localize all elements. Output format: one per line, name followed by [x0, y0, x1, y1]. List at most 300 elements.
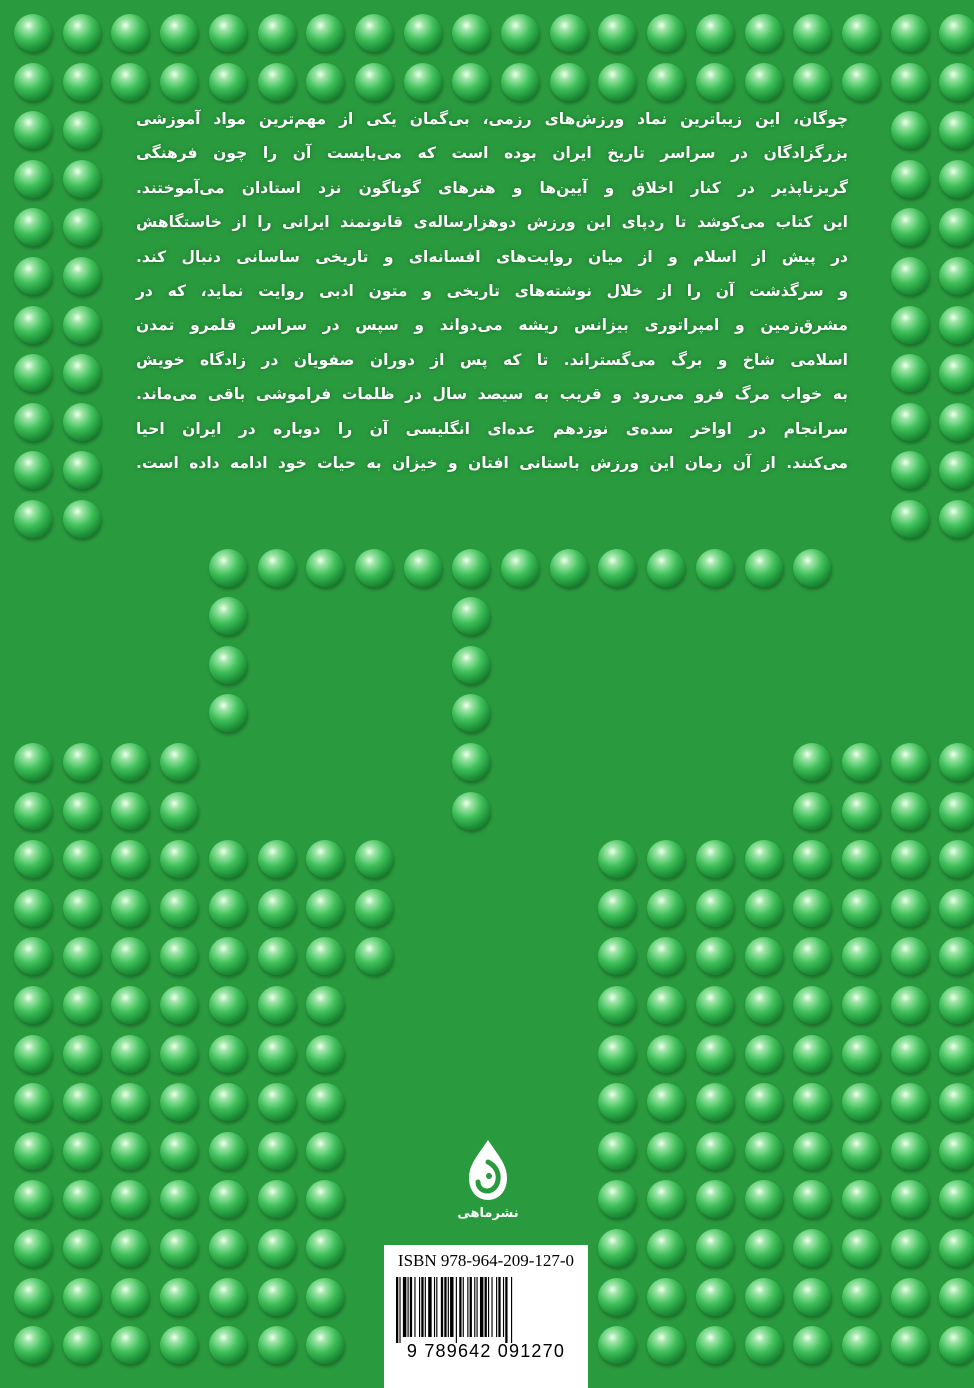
bead-dot	[258, 840, 296, 878]
bead-dot	[14, 160, 52, 198]
blurb-line: گریزناپذیر در کنار اخلاق و آیین‌ها و هنرهای گوناگون نزد استادان می‌آموختند.	[136, 178, 848, 197]
bead-dot	[745, 840, 783, 878]
barcode-bar	[477, 1277, 478, 1337]
bead-dot	[111, 1132, 149, 1170]
bead-dot	[14, 111, 52, 149]
bead-dot	[793, 937, 831, 975]
bead-dot	[842, 1035, 880, 1073]
barcode-bar	[505, 1277, 507, 1343]
bead-dot	[258, 1229, 296, 1267]
bead-dot	[160, 1035, 198, 1073]
bead-dot	[598, 889, 636, 927]
bead-dot	[598, 1132, 636, 1170]
bead-dot	[209, 1326, 247, 1364]
bead-dot	[111, 986, 149, 1024]
bead-dot	[891, 160, 929, 198]
bead-dot	[696, 63, 734, 101]
bead-dot	[14, 1278, 52, 1316]
bead-dot	[209, 14, 247, 52]
barcode-bar	[459, 1277, 461, 1337]
bead-dot	[63, 1180, 101, 1218]
bead-dot	[160, 937, 198, 975]
bead-dot	[891, 986, 929, 1024]
bead-dot	[696, 1326, 734, 1364]
bead-dot	[258, 1326, 296, 1364]
barcode-bar	[474, 1277, 475, 1337]
bead-dot	[63, 1278, 101, 1316]
bead-dot	[842, 889, 880, 927]
barcode-bar	[456, 1277, 457, 1343]
bead-dot	[63, 1132, 101, 1170]
barcode-bar	[434, 1277, 435, 1337]
bead-dot	[793, 1229, 831, 1267]
bead-dot	[891, 889, 929, 927]
bead-dot	[647, 1326, 685, 1364]
bead-dot	[939, 889, 974, 927]
bead-dot	[939, 111, 974, 149]
bead-dot	[209, 597, 247, 635]
bead-dot	[306, 1180, 344, 1218]
bead-dot	[939, 403, 974, 441]
bead-dot	[160, 1326, 198, 1364]
bead-dot	[939, 986, 974, 1024]
bead-dot	[258, 986, 296, 1024]
barcode-bar	[467, 1277, 468, 1337]
bead-dot	[891, 14, 929, 52]
bead-dot	[647, 937, 685, 975]
bead-dot	[745, 14, 783, 52]
bead-dot	[891, 743, 929, 781]
bead-dot	[14, 840, 52, 878]
bead-dot	[891, 792, 929, 830]
bead-dot	[598, 1180, 636, 1218]
bead-dot	[63, 403, 101, 441]
bead-dot	[14, 1326, 52, 1364]
bead-dot	[793, 1132, 831, 1170]
bead-dot	[598, 986, 636, 1024]
bead-dot	[404, 549, 442, 587]
bead-dot	[306, 937, 344, 975]
bead-dot	[14, 743, 52, 781]
bead-dot	[891, 208, 929, 246]
bead-dot	[696, 840, 734, 878]
bead-dot	[209, 1278, 247, 1316]
bead-dot	[14, 63, 52, 101]
bead-dot	[745, 1132, 783, 1170]
bead-dot	[306, 14, 344, 52]
bead-dot	[550, 14, 588, 52]
bead-dot	[891, 1278, 929, 1316]
bead-dot	[160, 986, 198, 1024]
bead-dot	[745, 1326, 783, 1364]
bead-dot	[306, 1083, 344, 1121]
bead-dot	[452, 549, 490, 587]
bead-dot	[160, 1180, 198, 1218]
barcode-bar	[503, 1277, 504, 1337]
bead-dot	[452, 63, 490, 101]
bead-dot	[647, 1229, 685, 1267]
bead-dot	[939, 257, 974, 295]
bead-dot	[647, 1132, 685, 1170]
bead-dot	[452, 14, 490, 52]
bead-dot	[355, 889, 393, 927]
barcode-bar	[421, 1277, 423, 1337]
bead-dot	[745, 937, 783, 975]
bead-dot	[696, 1132, 734, 1170]
barcode-bar	[396, 1277, 398, 1343]
bead-dot	[939, 208, 974, 246]
bead-dot	[63, 451, 101, 489]
barcode-bars	[394, 1277, 578, 1343]
bead-dot	[501, 63, 539, 101]
bead-dot	[452, 597, 490, 635]
bead-dot	[111, 1180, 149, 1218]
bead-dot	[793, 1278, 831, 1316]
bead-dot	[306, 889, 344, 927]
bead-dot	[160, 14, 198, 52]
bead-dot	[647, 549, 685, 587]
bead-dot	[842, 1083, 880, 1121]
bead-dot	[745, 889, 783, 927]
blurb-text	[136, 102, 848, 480]
barcode-bar	[444, 1277, 446, 1337]
barcode-bar	[480, 1277, 483, 1337]
bead-dot	[696, 1278, 734, 1316]
bead-dot	[63, 889, 101, 927]
bead-dot	[111, 1083, 149, 1121]
bead-dot	[891, 111, 929, 149]
bead-dot	[160, 840, 198, 878]
bead-dot	[14, 208, 52, 246]
bead-dot	[793, 792, 831, 830]
bead-dot	[111, 937, 149, 975]
bead-dot	[209, 986, 247, 1024]
bead-dot	[111, 1229, 149, 1267]
bead-dot	[404, 14, 442, 52]
bead-dot	[842, 792, 880, 830]
bead-dot	[745, 986, 783, 1024]
bead-dot	[63, 986, 101, 1024]
barcode-bar	[410, 1277, 412, 1337]
bead-dot	[63, 1083, 101, 1121]
bead-dot	[745, 549, 783, 587]
bead-dot	[63, 500, 101, 538]
bead-dot	[891, 1229, 929, 1267]
bead-dot	[696, 986, 734, 1024]
bead-dot	[598, 1278, 636, 1316]
bead-dot	[939, 743, 974, 781]
bead-dot	[111, 840, 149, 878]
bead-dot	[842, 1229, 880, 1267]
bead-dot	[14, 1035, 52, 1073]
bead-dot	[891, 451, 929, 489]
bead-dot	[793, 840, 831, 878]
bead-dot	[598, 1083, 636, 1121]
bead-dot	[209, 646, 247, 684]
bead-dot	[14, 14, 52, 52]
bead-dot	[793, 1035, 831, 1073]
bead-dot	[63, 840, 101, 878]
bead-dot	[550, 549, 588, 587]
bead-dot	[745, 1278, 783, 1316]
bead-dot	[160, 1229, 198, 1267]
barcode-bar	[441, 1277, 443, 1337]
bead-dot	[939, 63, 974, 101]
bead-dot	[14, 792, 52, 830]
blurb-line: به خواب مرگ فرو می‌رود و قریب به سیصد سال در ظلمات فراموشی باقی می‌ماند.	[136, 385, 848, 404]
isbn-text: ISBN 978-964-209-127-0	[397, 1251, 575, 1270]
bead-dot	[306, 1278, 344, 1316]
bead-dot	[355, 840, 393, 878]
bead-dot	[14, 986, 52, 1024]
bead-dot	[209, 889, 247, 927]
bead-dot	[598, 549, 636, 587]
bead-dot	[745, 63, 783, 101]
blurb-line: در پیش از اسلام و از میان روایت‌های افسانه‌ای و تاریخی ساسانی دنبال کند.	[136, 247, 848, 266]
barcode-bar	[485, 1277, 487, 1337]
bead-dot	[355, 14, 393, 52]
bead-dot	[209, 937, 247, 975]
bead-dot	[793, 1083, 831, 1121]
bead-dot	[793, 743, 831, 781]
bead-dot	[793, 63, 831, 101]
bead-dot	[891, 403, 929, 441]
bead-dot	[550, 63, 588, 101]
bead-dot	[14, 889, 52, 927]
barcode-bar	[463, 1277, 464, 1337]
bead-dot	[793, 1326, 831, 1364]
bead-dot	[306, 1326, 344, 1364]
barcode-bar	[408, 1277, 409, 1337]
bead-dot	[647, 1035, 685, 1073]
bead-dot	[63, 937, 101, 975]
bead-dot	[842, 937, 880, 975]
bead-dot	[306, 63, 344, 101]
bead-dot	[160, 1132, 198, 1170]
bead-dot	[598, 63, 636, 101]
bead-dot	[939, 1083, 974, 1121]
bead-dot	[598, 14, 636, 52]
bead-dot	[647, 1278, 685, 1316]
bead-dot	[842, 840, 880, 878]
bead-dot	[696, 14, 734, 52]
bead-dot	[306, 986, 344, 1024]
bead-dot	[696, 889, 734, 927]
bead-dot	[111, 1035, 149, 1073]
bead-dot	[111, 63, 149, 101]
blurb-line: بزرگزادگان در سراسر تاریخ ایران بوده است که می‌بایست آن را چون فرهنگی	[136, 144, 848, 163]
bead-dot	[939, 306, 974, 344]
bead-dot	[355, 549, 393, 587]
bead-dot	[209, 1132, 247, 1170]
bead-dot	[939, 792, 974, 830]
bead-dot	[306, 1132, 344, 1170]
bead-dot	[111, 743, 149, 781]
barcode-bar	[399, 1277, 400, 1343]
bead-dot	[891, 63, 929, 101]
bead-dot	[63, 63, 101, 101]
barcode-bar	[428, 1277, 431, 1337]
bead-dot	[939, 451, 974, 489]
bead-dot	[14, 1083, 52, 1121]
barcode-bar	[419, 1277, 420, 1337]
bead-dot	[939, 500, 974, 538]
bead-dot	[939, 1132, 974, 1170]
bead-dot	[160, 63, 198, 101]
barcode-bar	[414, 1277, 415, 1337]
bead-dot	[939, 1180, 974, 1218]
bead-dot	[891, 1083, 929, 1121]
bead-dot	[793, 1180, 831, 1218]
bead-dot	[939, 160, 974, 198]
bead-dot	[306, 1229, 344, 1267]
bead-dot	[452, 694, 490, 732]
bead-dot	[647, 986, 685, 1024]
bead-dot	[842, 743, 880, 781]
bead-dot	[258, 889, 296, 927]
bead-dot	[14, 1180, 52, 1218]
bead-dot	[598, 1326, 636, 1364]
bead-dot	[209, 1229, 247, 1267]
bead-dot	[501, 14, 539, 52]
bead-dot	[598, 1035, 636, 1073]
bead-dot	[209, 1083, 247, 1121]
bead-dot	[696, 549, 734, 587]
bead-dot	[63, 354, 101, 392]
bead-dot	[160, 1278, 198, 1316]
bead-dot	[745, 1083, 783, 1121]
bead-dot	[647, 1083, 685, 1121]
bead-dot	[14, 257, 52, 295]
bead-dot	[939, 1035, 974, 1073]
blurb-line: می‌کنند. از آن زمان این ورزش باستانی افتان و خیزان به حیات خود ادامه داده است.	[136, 454, 848, 473]
bead-dot	[63, 160, 101, 198]
bead-dot	[891, 1132, 929, 1170]
bead-dot	[14, 500, 52, 538]
bead-dot	[598, 937, 636, 975]
bead-dot	[14, 306, 52, 344]
bead-dot	[63, 743, 101, 781]
bead-dot	[306, 549, 344, 587]
barcode-bar	[498, 1277, 500, 1337]
barcode-bar	[496, 1277, 497, 1337]
barcode-bar	[436, 1277, 437, 1337]
bead-dot	[258, 1035, 296, 1073]
bead-dot	[891, 354, 929, 392]
bead-dot	[939, 937, 974, 975]
bead-dot	[891, 306, 929, 344]
bead-dot	[452, 743, 490, 781]
blurb-line: و سرگذشت آن را از خلال نوشته‌های تاریخی و متون ادبی روایت نماید، که در	[136, 282, 848, 301]
bead-dot	[63, 792, 101, 830]
bead-dot	[111, 792, 149, 830]
bead-dot	[14, 1229, 52, 1267]
bead-dot	[647, 840, 685, 878]
bead-dot	[14, 403, 52, 441]
bead-dot	[745, 1180, 783, 1218]
bead-dot	[842, 1278, 880, 1316]
bead-dot	[14, 354, 52, 392]
bead-dot	[452, 646, 490, 684]
bead-dot	[939, 14, 974, 52]
bead-dot	[355, 63, 393, 101]
bead-dot	[404, 63, 442, 101]
bead-dot	[598, 1229, 636, 1267]
bead-dot	[452, 792, 490, 830]
bead-dot	[939, 1229, 974, 1267]
bead-dot	[14, 451, 52, 489]
barcode-bar	[511, 1277, 512, 1343]
bead-dot	[696, 1229, 734, 1267]
bead-dot	[891, 937, 929, 975]
bead-dot	[14, 1132, 52, 1170]
bead-dot	[696, 1180, 734, 1218]
barcode-bar	[488, 1277, 489, 1337]
bead-dot	[842, 986, 880, 1024]
bead-dot	[891, 500, 929, 538]
bead-dot	[63, 1326, 101, 1364]
bead-dot	[598, 840, 636, 878]
blurb-line: چوگان، این زیباترین نماد ورزش‌های رزمی، بی‌گمان یکی از مهم‌ترین مواد آموزشی	[136, 110, 848, 128]
bead-dot	[63, 111, 101, 149]
bead-dot	[258, 1083, 296, 1121]
bead-dot	[14, 937, 52, 975]
bead-dot	[160, 792, 198, 830]
bead-dot	[63, 257, 101, 295]
bead-dot	[258, 14, 296, 52]
bead-dot	[696, 937, 734, 975]
bead-dot	[258, 1180, 296, 1218]
bead-dot	[111, 1326, 149, 1364]
bead-dot	[891, 1326, 929, 1364]
fish-logo-icon	[449, 1136, 527, 1236]
bead-dot	[647, 14, 685, 52]
bead-dot	[647, 1180, 685, 1218]
bead-dot	[647, 63, 685, 101]
bead-dot	[891, 257, 929, 295]
bead-dot	[209, 694, 247, 732]
bead-dot	[306, 1035, 344, 1073]
blurb-line: اسلامی شاخ و برگ می‌گستراند. تا که پس از دوران صفویان در زادگاه خویش	[136, 350, 848, 369]
blurb-line: مشرق‌زمین و امپراتوری بیزانس ریشه می‌دواند و سپس در سراسر قلمرو تمدن	[136, 316, 848, 335]
bead-dot	[63, 306, 101, 344]
bead-dot	[63, 1229, 101, 1267]
bead-dot	[647, 889, 685, 927]
blurb-line: این کتاب می‌کوشد تا ردپای این ورزش دوهزارساله‌ی قانونمند ایرانی را از خاستگاهش	[136, 213, 848, 232]
bead-dot	[842, 1132, 880, 1170]
barcode-bar	[425, 1277, 426, 1337]
bead-dot	[793, 14, 831, 52]
bead-dot	[160, 1083, 198, 1121]
bead-dot	[842, 1180, 880, 1218]
publisher-name: نشرماهی	[457, 1206, 519, 1221]
bead-dot	[258, 549, 296, 587]
bead-dot	[745, 1035, 783, 1073]
bead-dot	[111, 14, 149, 52]
bead-dot	[745, 1229, 783, 1267]
bead-dot	[160, 889, 198, 927]
barcode-bar	[448, 1277, 449, 1337]
bead-dot	[209, 1180, 247, 1218]
bead-dot	[160, 743, 198, 781]
bead-dot	[939, 840, 974, 878]
bead-dot	[209, 549, 247, 587]
bead-dot	[209, 63, 247, 101]
barcode-bar	[450, 1277, 453, 1337]
bead-dot	[111, 1278, 149, 1316]
bead-dot	[306, 840, 344, 878]
bead-dot	[891, 1180, 929, 1218]
